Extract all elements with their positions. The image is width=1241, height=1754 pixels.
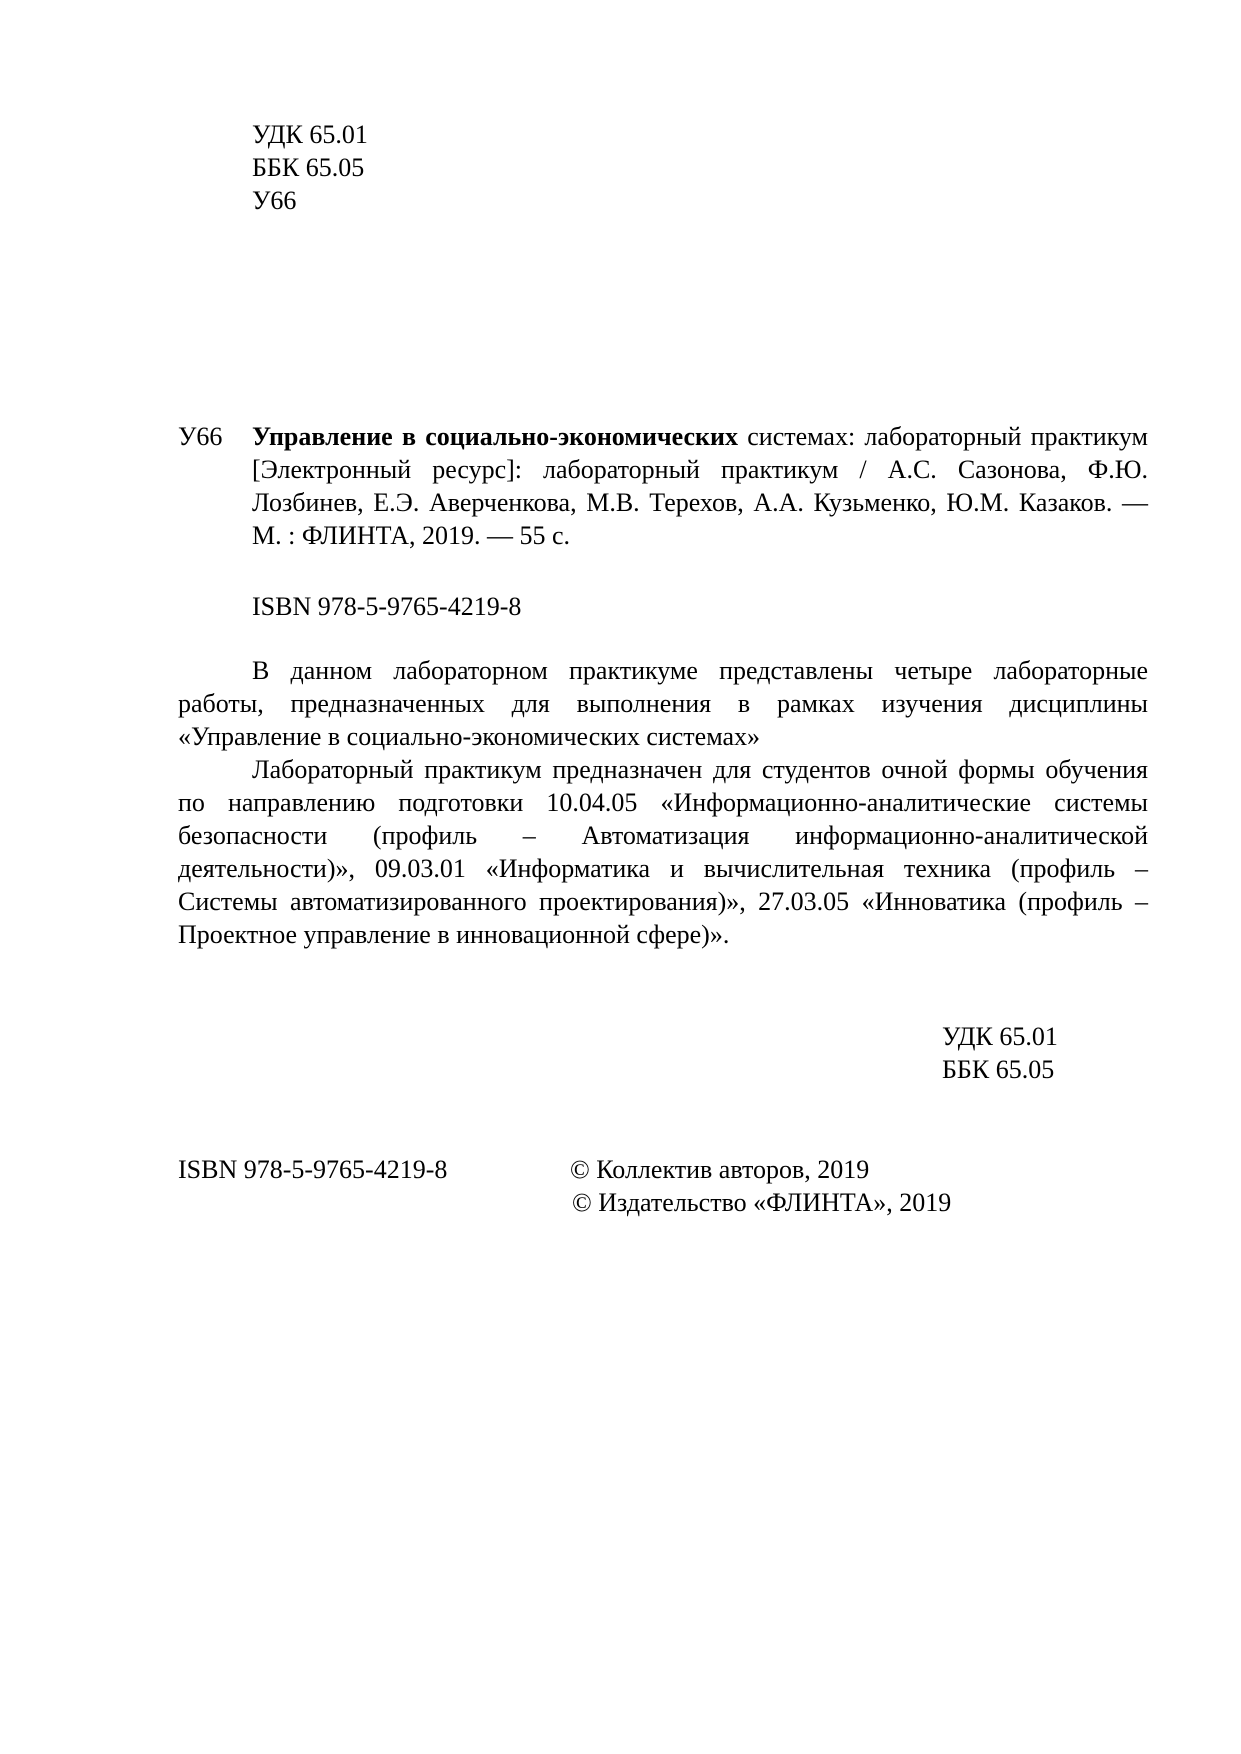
copyright-block [570, 1153, 1130, 1219]
abstract-paragraph-1: В данном лабораторном практикуме представлены четыре лабораторные работы, предназначенных для выполнения в рамках изучения дисциплины «Управление в социально-экономических системах» [178, 656, 1148, 751]
udk-code: УДК 65.01 [252, 120, 368, 149]
top-classification-codes [252, 118, 652, 217]
bibliographic-description [252, 420, 1148, 552]
bbk-code-bottom: ББК 65.05 [942, 1055, 1055, 1084]
udk-code-bottom: УДК 65.01 [942, 1022, 1058, 1051]
bibliographic-details: системах: лабораторный практикум [Электронный ресурс]: лабораторный практикум / А.С. Сазонова, Ф.Ю. Лозбинев, Е.Э. Аверченкова, М.В. Терехов, А.А. Кузьменко, Ю.М. Казаков. — М. : ФЛИНТА, 2019. — 55 с. [252, 422, 1148, 550]
author-mark: У66 [252, 186, 297, 215]
copyright-publisher: © Издательство «ФЛИНТА», 2019 [572, 1188, 952, 1217]
bbk-code: ББК 65.05 [252, 153, 365, 182]
catalog-index: У66 [178, 422, 223, 451]
footer-isbn: ISBN 978-5-9765-4219-8 [178, 1155, 448, 1184]
abstract-paragraph-2: Лабораторный практикум предназначен для студентов очной формы обучения по направлению подготовки 10.04.05 «Информационно-аналитические системы безопасности (профиль – Автоматизация информационно-аналитической деятельности)», 09.03.01 «Информатика и вычислительная техника (профиль – Системы автоматизированного проектирования)», 27.03.05 «Инноватика (профиль – Проектное управление в инновационной сфере)». [178, 755, 1148, 949]
bottom-classification-codes [942, 1020, 1142, 1086]
isbn-line: ISBN 978-5-9765-4219-8 [252, 592, 522, 621]
abstract [178, 654, 1148, 951]
book-title: Управление в социально-экономических [252, 422, 739, 451]
copyright-authors: © Коллектив авторов, 2019 [570, 1155, 870, 1184]
